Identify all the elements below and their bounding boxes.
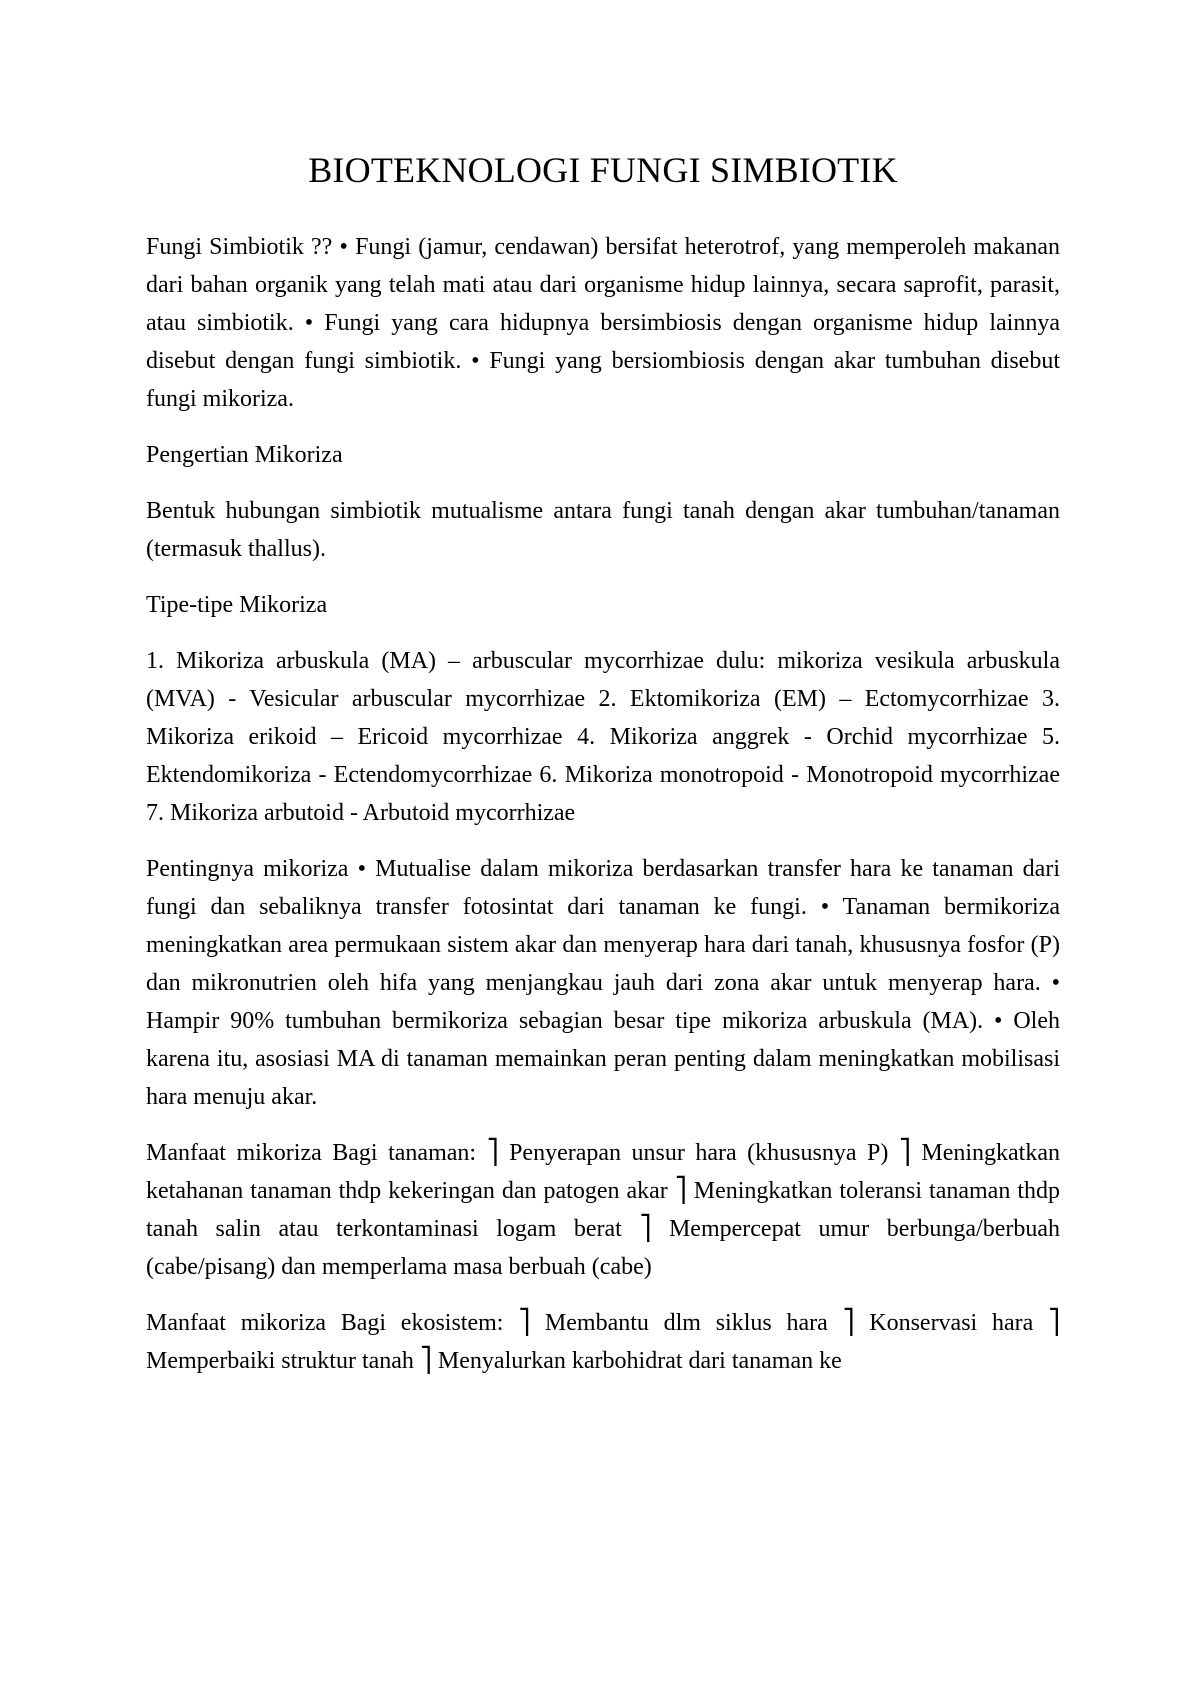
paragraph-pentingnya: Pentingnya mikoriza • Mutualise dalam mikoriza berdasarkan transfer hara ke tanaman dari fungi dan sebaliknya transfer fotosintat dari tanaman ke fungi. • Tanaman bermikoriza meningkatkan area permukaan sistem akar dan menyerap hara dari tanah, khususnya fosfor (P) dan mikronutrien oleh hifa yang menjangkau jauh dari zona akar untuk menyerap hara. • Hampir 90% tumbuhan bermikoriza sebagian besar tipe mikoriza arbuskula (MA). • Oleh karena itu, asosiasi MA di tanaman memainkan peran penting dalam meningkatkan mobilisasi hara menuju akar. (146, 856, 1060, 1110)
paragraph-fungi-simbiotik: Fungi Simbiotik ?? • Fungi (jamur, cendawan) bersifat heterotrof, yang memperoleh makanan dari bahan organik yang telah mati atau dari organisme hidup lainnya, secara saprofit, parasit, atau simbiotik. • Fungi yang cara hidupnya bersimbiosis dengan organisme hidup lainnya disebut dengan fungi simbiotik. • Fungi yang bersiombiosis dengan akar tumbuhan disebut fungi mikoriza. (146, 234, 1060, 412)
heading-pengertian-mikoriza: Pengertian Mikoriza (146, 442, 343, 468)
paragraph-manfaat-tanaman: Manfaat mikoriza Bagi tanaman: ⎤ Penyerapan unsur hara (khususnya P) ⎤ Meningkatkan ketahanan tanaman thdp kekeringan dan patogen akar ⎤ Meningkatkan toleransi tanaman thdp tanah salin atau terkontaminasi logam berat ⎤ Mempercepat umur berbunga/berbuah (cabe/pisang) dan memperlama masa berbuah (cabe) (146, 1140, 1060, 1280)
document-content (146, 140, 1060, 1398)
paragraph-manfaat-ekosistem: Manfaat mikoriza Bagi ekosistem: ⎤ Membantu dlm siklus hara ⎤ Konservasi hara ⎤ Memperbaiki struktur tanah ⎤ Menyalurkan karbohidrat dari tanaman ke (146, 1310, 1060, 1374)
paragraph-tipe-list: 1. Mikoriza arbuskula (MA) – arbuscular mycorrhizae dulu: mikoriza vesikula arbuskula (MVA) - Vesicular arbuscular mycorrhizae 2. Ektomikoriza (EM) – Ectomycorrhizae 3. Mikoriza erikoid – Ericoid mycorrhizae 4. Mikoriza anggrek - Orchid mycorrhizae 5. Ektendomikoriza - Ectendomycorrhizae 6. Mikoriza monotropoid - Monotropoid mycorrhizae 7. Mikoriza arbutoid - Arbutoid mycorrhizae (146, 648, 1060, 826)
heading-tipe-mikoriza: Tipe-tipe Mikoriza (146, 592, 328, 618)
document-title: BIOTEKNOLOGI FUNGI SIMBIOTIK (308, 150, 898, 190)
paragraph-pengertian: Bentuk hubungan simbiotik mutualisme antara fungi tanah dengan akar tumbuhan/tanaman (termasuk thallus). (146, 498, 1060, 562)
